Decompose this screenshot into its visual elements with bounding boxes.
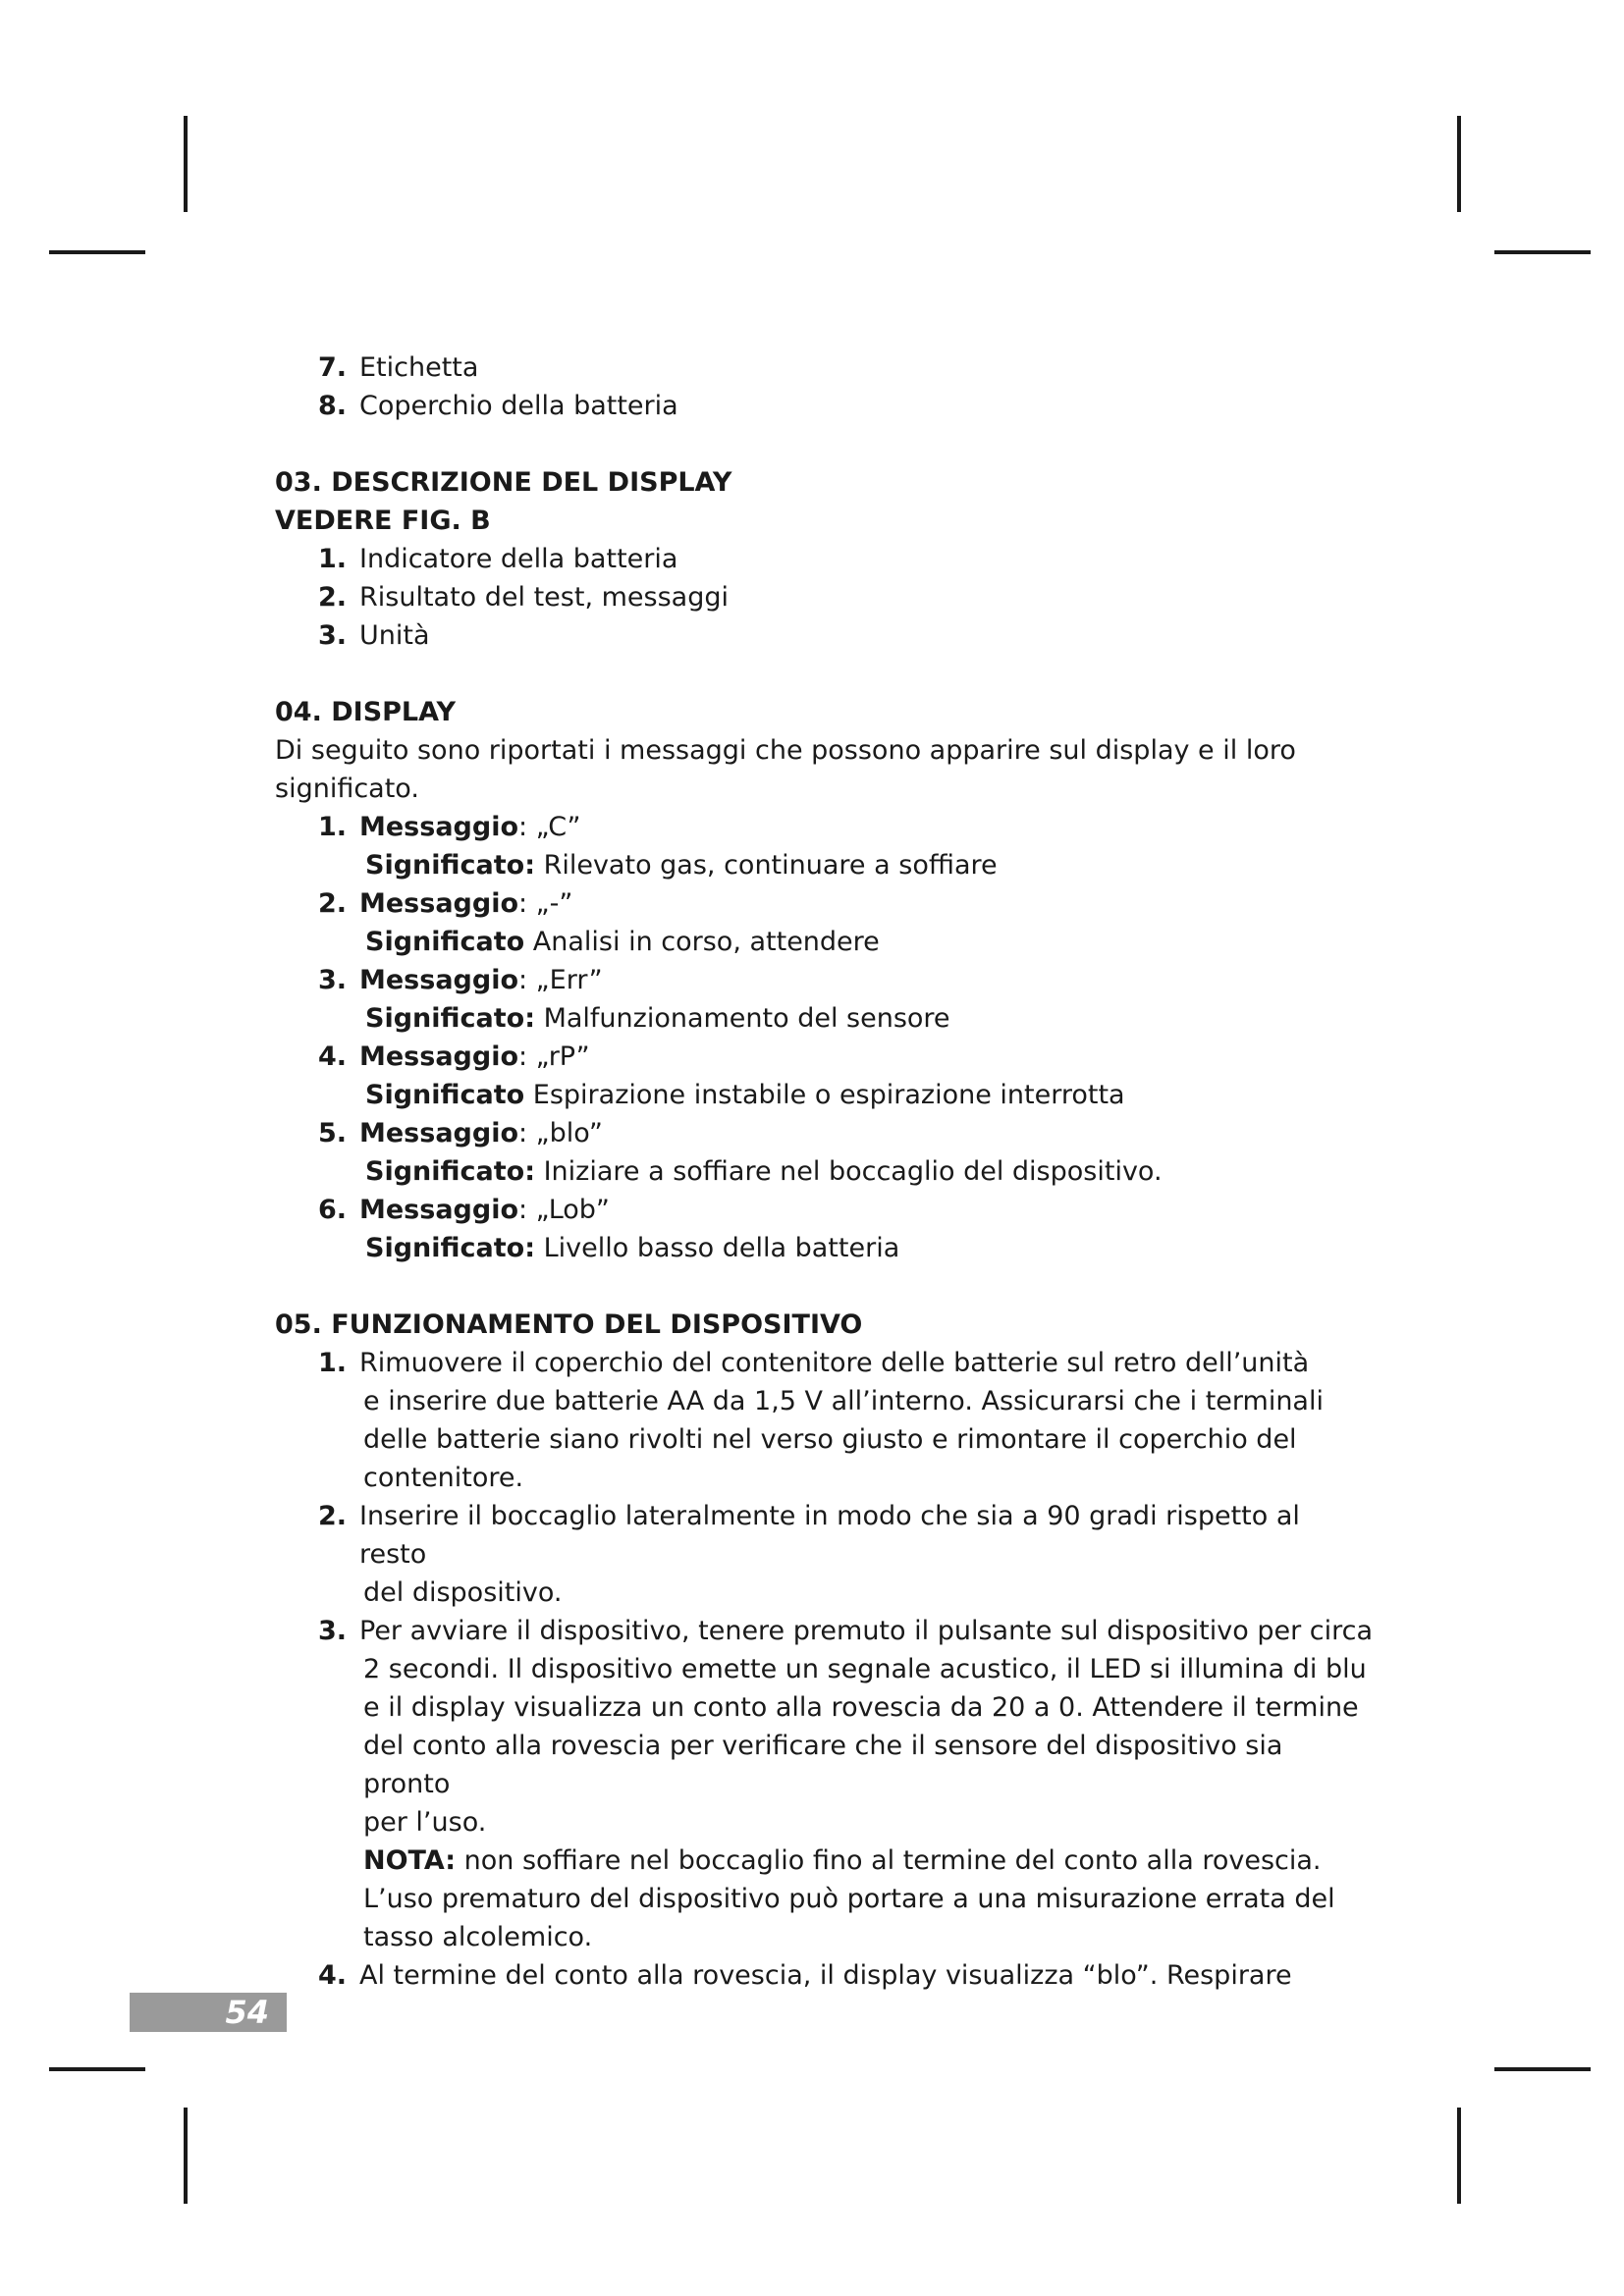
step-item <box>275 1612 1375 1650</box>
message-label: Messaggio <box>359 1041 518 1072</box>
crop-mark-bottom-left-vertical <box>184 2108 188 2204</box>
note-line: L’uso prematuro del dispositivo può portare a una misurazione errata del <box>363 1884 1335 1914</box>
step-text-line: del conto alla rovescia per verificare che il sensore del dispositivo sia pronto <box>363 1731 1283 1799</box>
meaning-label: Significato: <box>365 1003 535 1034</box>
step-text-line: per l’uso. <box>363 1807 487 1838</box>
message-item <box>275 1191 1375 1229</box>
message-label: Messaggio <box>359 888 518 919</box>
item-number: 4. <box>318 1960 348 1991</box>
section-title-03: 03. DESCRIZIONE DEL DISPLAY <box>275 467 732 498</box>
meaning-text: Analisi in corso, attendere <box>524 927 880 957</box>
message-label: Messaggio <box>359 1195 518 1225</box>
step-text: Al termine del conto alla rovescia, il display visualizza “blo”. Respirare <box>359 1960 1292 1991</box>
message-value: : „C” <box>518 812 581 842</box>
item-number: 1. <box>318 544 348 574</box>
item-number: 3. <box>318 965 348 995</box>
step-text-line: 2 secondi. Il dispositivo emette un segnale acustico, il LED si illumina di blu <box>363 1654 1367 1684</box>
meaning-line <box>275 999 1375 1038</box>
meaning-label: Significato: <box>365 1156 535 1187</box>
item-number: 2. <box>318 1501 348 1531</box>
item-number: 8. <box>318 391 348 421</box>
step-text: Per avviare il dispositivo, tenere premuto il pulsante sul dispositivo per circa <box>359 1616 1373 1646</box>
item-number: 2. <box>318 888 348 919</box>
item-text: Indicatore della batteria <box>359 544 678 574</box>
step-text-line: delle batterie siano rivolti nel verso giusto e rimontare il coperchio del <box>363 1424 1297 1455</box>
step-text: Inserire il boccaglio lateralmente in modo che sia a 90 gradi rispetto al resto <box>359 1501 1300 1570</box>
item-text: Coperchio della batteria <box>359 391 678 421</box>
item-number: 3. <box>318 620 348 651</box>
note-line <box>275 1842 1375 1880</box>
meaning-text: Livello basso della batteria <box>535 1233 900 1263</box>
page-number-box <box>130 1993 287 2032</box>
list-item <box>275 540 1375 578</box>
step-text: Rimuovere il coperchio del contenitore delle batterie sul retro dell’unità <box>359 1348 1310 1378</box>
section-intro-line: Di seguito sono riportati i messaggi che possono apparire sul display e il loro <box>275 735 1296 766</box>
meaning-label: Significato: <box>365 850 535 881</box>
meaning-line <box>275 923 1375 961</box>
section-title-04: 04. DISPLAY <box>275 697 456 727</box>
message-item <box>275 884 1375 923</box>
message-value: : „blo” <box>518 1118 603 1148</box>
meaning-text: Iniziare a soffiare nel boccaglio del dispositivo. <box>535 1156 1163 1187</box>
message-item <box>275 1114 1375 1152</box>
meaning-line <box>275 1076 1375 1114</box>
step-item <box>275 1497 1375 1574</box>
message-label: Messaggio <box>359 965 518 995</box>
meaning-line <box>275 1229 1375 1267</box>
crop-mark-top-left-horizontal <box>49 250 145 254</box>
item-text: Risultato del test, messaggi <box>359 582 729 613</box>
item-number: 5. <box>318 1118 348 1148</box>
crop-mark-bottom-right-horizontal <box>1494 2067 1591 2071</box>
page-number: 54 <box>225 1994 269 2031</box>
crop-mark-top-left-vertical <box>184 116 188 212</box>
page-content <box>275 348 1375 1995</box>
item-number: 7. <box>318 352 348 383</box>
meaning-label: Significato <box>365 927 525 957</box>
section-intro-line: significato. <box>275 774 419 804</box>
step-item <box>275 1956 1375 1995</box>
meaning-label: Significato <box>365 1080 525 1110</box>
list-item <box>275 616 1375 655</box>
message-label: Messaggio <box>359 1118 518 1148</box>
meaning-text: Rilevato gas, continuare a soffiare <box>535 850 998 881</box>
note-label: NOTA: <box>363 1845 457 1876</box>
step-text-line: e inserire due batterie AA da 1,5 V all’interno. Assicurarsi che i terminali <box>363 1386 1324 1416</box>
crop-mark-bottom-right-vertical <box>1457 2108 1461 2204</box>
crop-mark-top-right-vertical <box>1457 116 1461 212</box>
item-number: 3. <box>318 1616 348 1646</box>
section-title-05: 05. FUNZIONAMENTO DEL DISPOSITIVO <box>275 1309 863 1340</box>
step-text-line: del dispositivo. <box>363 1577 563 1608</box>
list-item <box>275 387 1375 425</box>
list-item <box>275 578 1375 616</box>
message-item <box>275 1038 1375 1076</box>
message-value: : „-” <box>518 888 573 919</box>
item-number: 1. <box>318 812 348 842</box>
item-number: 1. <box>318 1348 348 1378</box>
step-text-line: contenitore. <box>363 1463 524 1493</box>
step-item <box>275 1344 1375 1382</box>
message-value: : „rP” <box>518 1041 590 1072</box>
crop-mark-bottom-left-horizontal <box>49 2067 145 2071</box>
meaning-line <box>275 846 1375 884</box>
message-value: : „Err” <box>518 965 603 995</box>
item-number: 2. <box>318 582 348 613</box>
message-label: Messaggio <box>359 812 518 842</box>
message-value: : „Lob” <box>518 1195 610 1225</box>
note-text: non soffiare nel boccaglio fino al termine del conto alla rovescia. <box>456 1845 1322 1876</box>
item-number: 6. <box>318 1195 348 1225</box>
message-item <box>275 961 1375 999</box>
message-item <box>275 808 1375 846</box>
meaning-text: Espirazione instabile o espirazione interrotta <box>524 1080 1125 1110</box>
meaning-line <box>275 1152 1375 1191</box>
note-line: tasso alcolemico. <box>363 1922 593 1952</box>
step-text-line: e il display visualizza un conto alla rovescia da 20 a 0. Attendere il termine <box>363 1692 1359 1723</box>
crop-mark-top-right-horizontal <box>1494 250 1591 254</box>
meaning-text: Malfunzionamento del sensore <box>535 1003 950 1034</box>
item-text: Unità <box>359 620 430 651</box>
meaning-label: Significato: <box>365 1233 535 1263</box>
section-subtitle-03: VEDERE FIG. B <box>275 506 491 536</box>
list-item <box>275 348 1375 387</box>
item-text: Etichetta <box>359 352 479 383</box>
item-number: 4. <box>318 1041 348 1072</box>
